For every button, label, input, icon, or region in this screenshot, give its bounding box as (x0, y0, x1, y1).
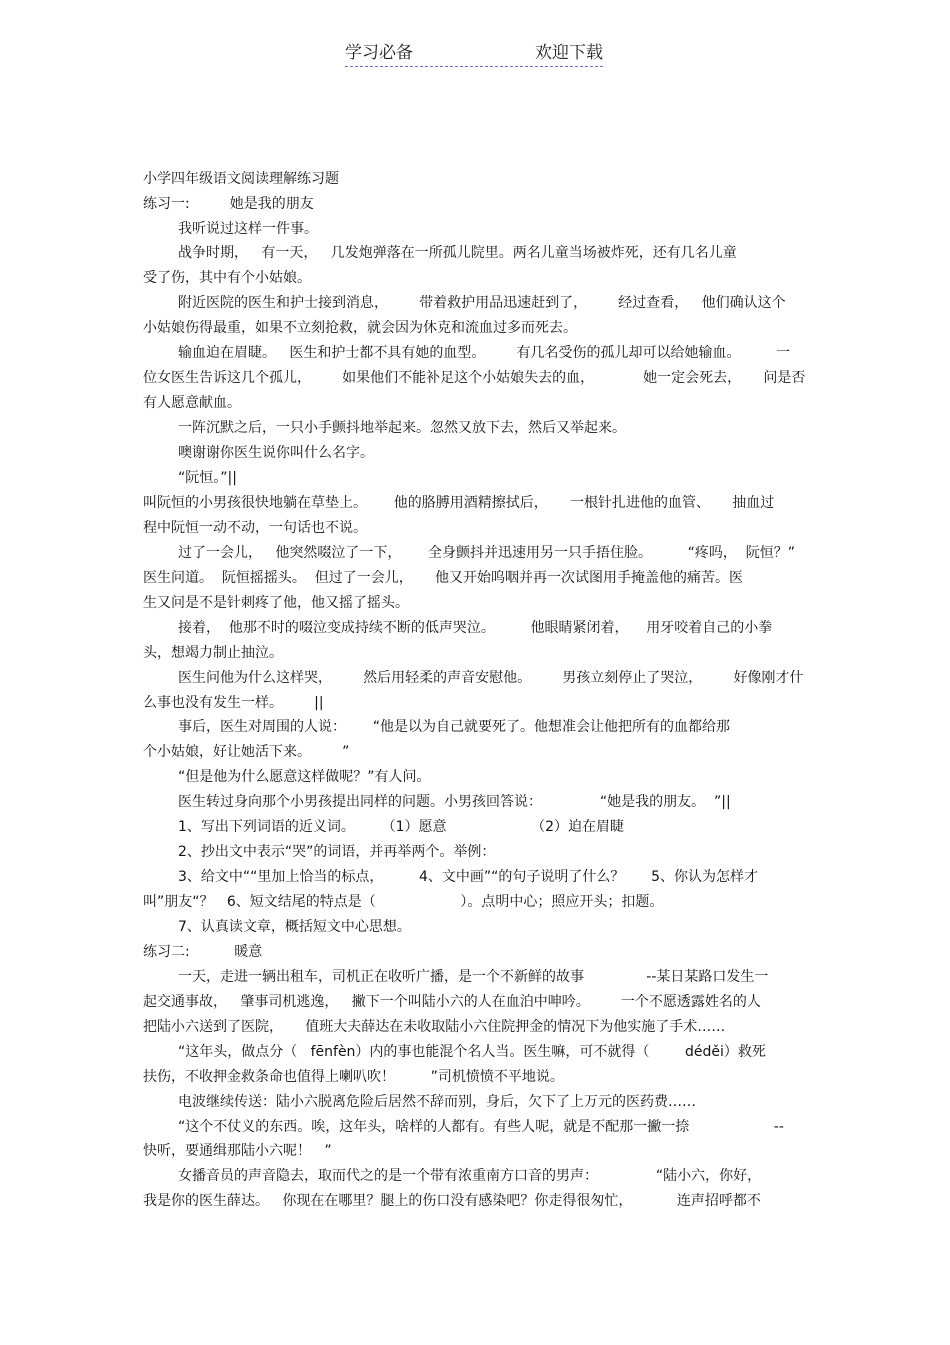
paragraph-line: 噢谢谢你医生说你叫什么名字。 (178, 445, 374, 461)
paragraph-line: 起交通事故， 肇事司机逃逸， 撇下一个叫陆小六的人在血泊中呻吟。 一个不愿透露姓名的人 (143, 994, 761, 1010)
paragraph-line: 事后，医生对周围的人说： “他是以为自己就要死了。他想准会让他把所有的血都给那 (178, 719, 730, 735)
paragraph-line: “但是他为什么愿意这样做呢？”有人问。 (178, 769, 431, 785)
paragraph-line: 叫阮恒的小男孩很快地躺在草垫上。 他的胳膊用酒精擦拭后， 一根针扎进他的血管、 抽血过 (143, 495, 775, 511)
paragraph-line: 女播音员的声音隐去，取而代之的是一个带有浓重南方口音的男声： “陆小六，你好， (178, 1168, 762, 1184)
paragraph-line: 战争时期， 有一天， 几发炮弹落在一所孤儿院里。两名儿童当场被炸死，还有几名儿童 (178, 245, 737, 261)
paragraph-line: 医生问他为什么这样哭， 然后用轻柔的声音安慰他。 男孩立刻停止了哭泣， 好像刚才什 (178, 670, 804, 686)
paragraph-line: 小姑娘伤得最重，如果不立刻抢救，就会因为休克和流血过多而死去。 (143, 320, 577, 336)
header-right-text: 欢迎下载 (535, 43, 603, 63)
paragraph-line: 附近医院的医生和护士接到消息， 带着救护用品迅速赶到了， 经过查看， 他们确认这个 (178, 295, 786, 311)
paragraph-line: “这个不仗义的东西。唉，这年头，啥样的人都有。有些人呢，就是不配那一撇一捺 -- (178, 1119, 784, 1135)
paragraph-line: 扶伤，不收押金救条命也值得上喇叭吹！ ”司机愤愤不平地说。 (143, 1069, 564, 1085)
question-line: 3、给文中““里加上恰当的标点， 4、文中画”“的句子说明了什么？ 5、你认为怎样才 (178, 869, 759, 885)
paragraph-line: 我是你的医生薛达。 你现在在哪里？腿上的伤口没有感染吧？你走得很匆忙， 连声招呼都不 (143, 1193, 761, 1209)
page-header (345, 40, 603, 67)
paragraph-line: 受了伤，其中有个小姑娘。 (143, 270, 311, 286)
question-line: 2、抄出文中表示“哭”的词语，并再举两个。举例： (178, 844, 496, 860)
paragraph-line: 个小姑娘，好让她活下来。 ” (143, 744, 350, 760)
paragraph-line: 头，想竭力制止抽泣。 (143, 645, 283, 661)
paragraph-line: 有人愿意献血。 (143, 395, 241, 411)
paragraph-line: 接着， 他那不时的啜泣变成持续不断的低声哭泣。 他眼睛紧闭着， 用牙咬着自己的小拳 (178, 620, 773, 636)
paragraph-line: 电波继续传送：陆小六脱离危险后居然不辞而别，身后，欠下了上万元的医药费…… (178, 1094, 696, 1110)
paragraph-line: 一阵沉默之后，一只小手颤抖地举起来。忽然又放下去，然后又举起来。 (178, 420, 626, 436)
paragraph-line: 把陆小六送到了医院， 值班大夫薛达在未收取陆小六住院押金的情况下为他实施了手术…… (143, 1019, 726, 1035)
paragraph-line: 快听，要通缉那陆小六呢！ ” (143, 1143, 332, 1159)
question-line: 1、写出下列词语的近义词。 （1）愿意 （2）迫在眉睫 (178, 819, 624, 835)
question-line: 叫”朋友“？ 6、短文结尾的特点是（ ）。点明中心；照应开头；扣题。 (143, 894, 664, 910)
paragraph-line: 过了一会儿， 他突然啜泣了一下， 全身颤抖并迅速用另一只手捂住脸。 “疼吗， 阮恒？” (178, 545, 796, 561)
question-line: 7、认真读文章，概括短文中心思想。 (178, 919, 411, 935)
paragraph-line: 一天，走进一辆出租车，司机正在收听广播，是一个不新鲜的故事 --某日某路口发生一 (178, 969, 769, 985)
paragraph-line: 医生问道。 阮恒摇摇头。 但过了一会儿， 他又开始呜咽并再一次试图用手掩盖他的痛苦。医 (143, 570, 744, 586)
paragraph-line: 么事也没有发生一样。 || (143, 695, 324, 711)
paragraph-line: “阮恒。”|| (178, 470, 237, 486)
paragraph-line: 生又问是不是针刺疼了他，他又摇了摇头。 (143, 595, 409, 611)
document-title: 小学四年级语文阅读理解练习题 (143, 171, 339, 187)
paragraph-line: 医生转过身向那个小男孩提出同样的问题。小男孩回答说： “她是我的朋友。 ”|| (178, 794, 731, 810)
paragraph-line: 我听说过这样一件事。 (178, 221, 318, 237)
paragraph-line: 输血迫在眉睫。 医生和护士都不具有她的血型。 有几名受伤的孤儿却可以给她输血。 一 (178, 345, 791, 361)
paragraph-line: 位女医生告诉这几个孤儿， 如果他们不能补足这个小姑娘失去的血， 她一定会死去， 问是否 (143, 370, 806, 386)
section-heading: 练习二: 暖意 (143, 944, 263, 960)
header-left-text: 学习必备 (345, 43, 413, 63)
paragraph-line: 程中阮恒一动不动，一句话也不说。 (143, 520, 367, 536)
paragraph-line: “这年头，做点分（ fēnfèn）内的事也能混个名人当。医生嘛，可不就得（ déděi）救死 (178, 1044, 766, 1060)
section-heading: 练习一: 她是我的朋友 (143, 196, 314, 212)
